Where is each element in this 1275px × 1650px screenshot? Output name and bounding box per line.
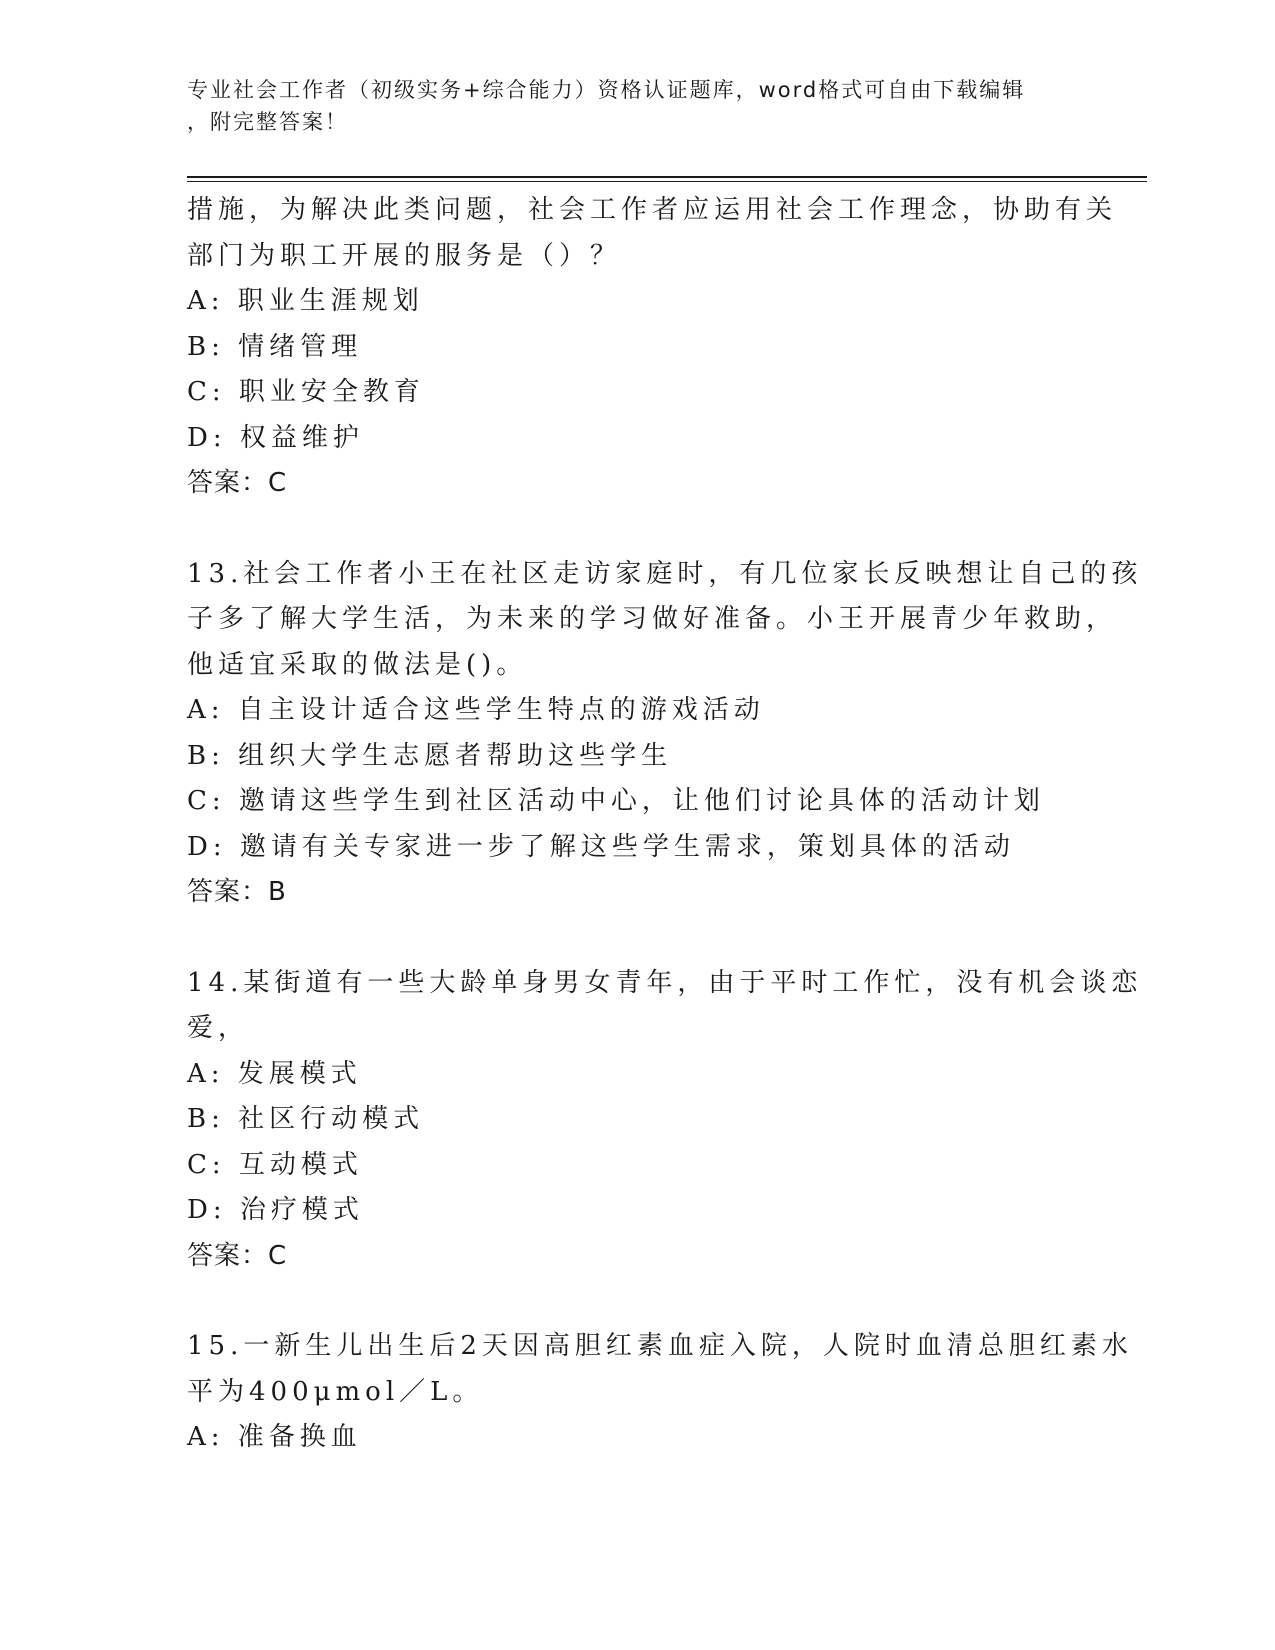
question-stem-line: 他适宜采取的做法是()。 [187,649,528,680]
header-divider-thick [187,176,1147,178]
option-d: D: 治疗模式 [187,1195,364,1225]
question-stem-line: 13.社会工作者小王在社区走访家庭时，有几位家长反映想让自己的孩 [187,558,1143,589]
question-15 [187,1324,1133,1461]
header-line-2: ，附完整答案！ [187,110,348,134]
option-c: C: 职业安全教育 [187,377,425,407]
spacer [187,916,1087,961]
answer-line: 答案：C [187,1240,288,1271]
question-14 [187,961,1143,1280]
question-stem-line: 15.一新生儿出生后2天因高胆红素血症入院，人院时血清总胆红素水 [187,1331,1133,1361]
question-stem-line: 平为400μmol／L。 [187,1376,484,1407]
question-12 [187,188,1118,507]
question-13 [187,552,1143,916]
option-c: C: 互动模式 [187,1149,363,1180]
option-a: A: 发展模式 [187,1058,362,1089]
option-b: B: 社区行动模式 [187,1104,425,1134]
question-content [187,188,1143,1461]
spacer [187,507,1087,552]
question-stem-line: 措施，为解决此类问题，社会工作者应运用社会工作理念，协助有关 [187,195,1118,225]
option-a: A: 准备换血 [187,1422,362,1452]
answer-line: 答案：C [187,468,288,498]
option-d: D: 权益维护 [187,422,364,453]
option-b: B: 组织大学生志愿者帮助这些学生 [187,740,673,771]
header-line-1: 专业社会工作者（初级实务+综合能力）资格认证题库，word格式可自由下载编辑 [187,78,1026,102]
option-a: A: 自主设计适合这些学生特点的游戏活动 [187,695,765,725]
option-d: D: 邀请有关专家进一步了解这些学生需求，策划具体的活动 [187,831,1015,862]
option-b: B: 情绪管理 [187,331,363,362]
option-c: C: 邀请这些学生到社区活动中心，让他们讨论具体的活动计划 [187,786,1045,816]
question-stem-line: 部门为职工开展的服务是（）？ [187,240,622,271]
question-stem-line: 子多了解大学生活，为未来的学习做好准备。小王开展青少年救助， [187,604,1118,634]
answer-line: 答案：B [187,877,287,907]
document-header [187,74,1087,138]
question-stem-line: 爱， [187,1013,250,1043]
question-stem-line: 14.某街道有一些大龄单身男女青年，由于平时工作忙，没有机会谈恋 [187,967,1143,998]
spacer [187,1279,1087,1324]
header-divider-thin [187,181,1147,182]
option-a: A: 职业生涯规划 [187,286,424,316]
